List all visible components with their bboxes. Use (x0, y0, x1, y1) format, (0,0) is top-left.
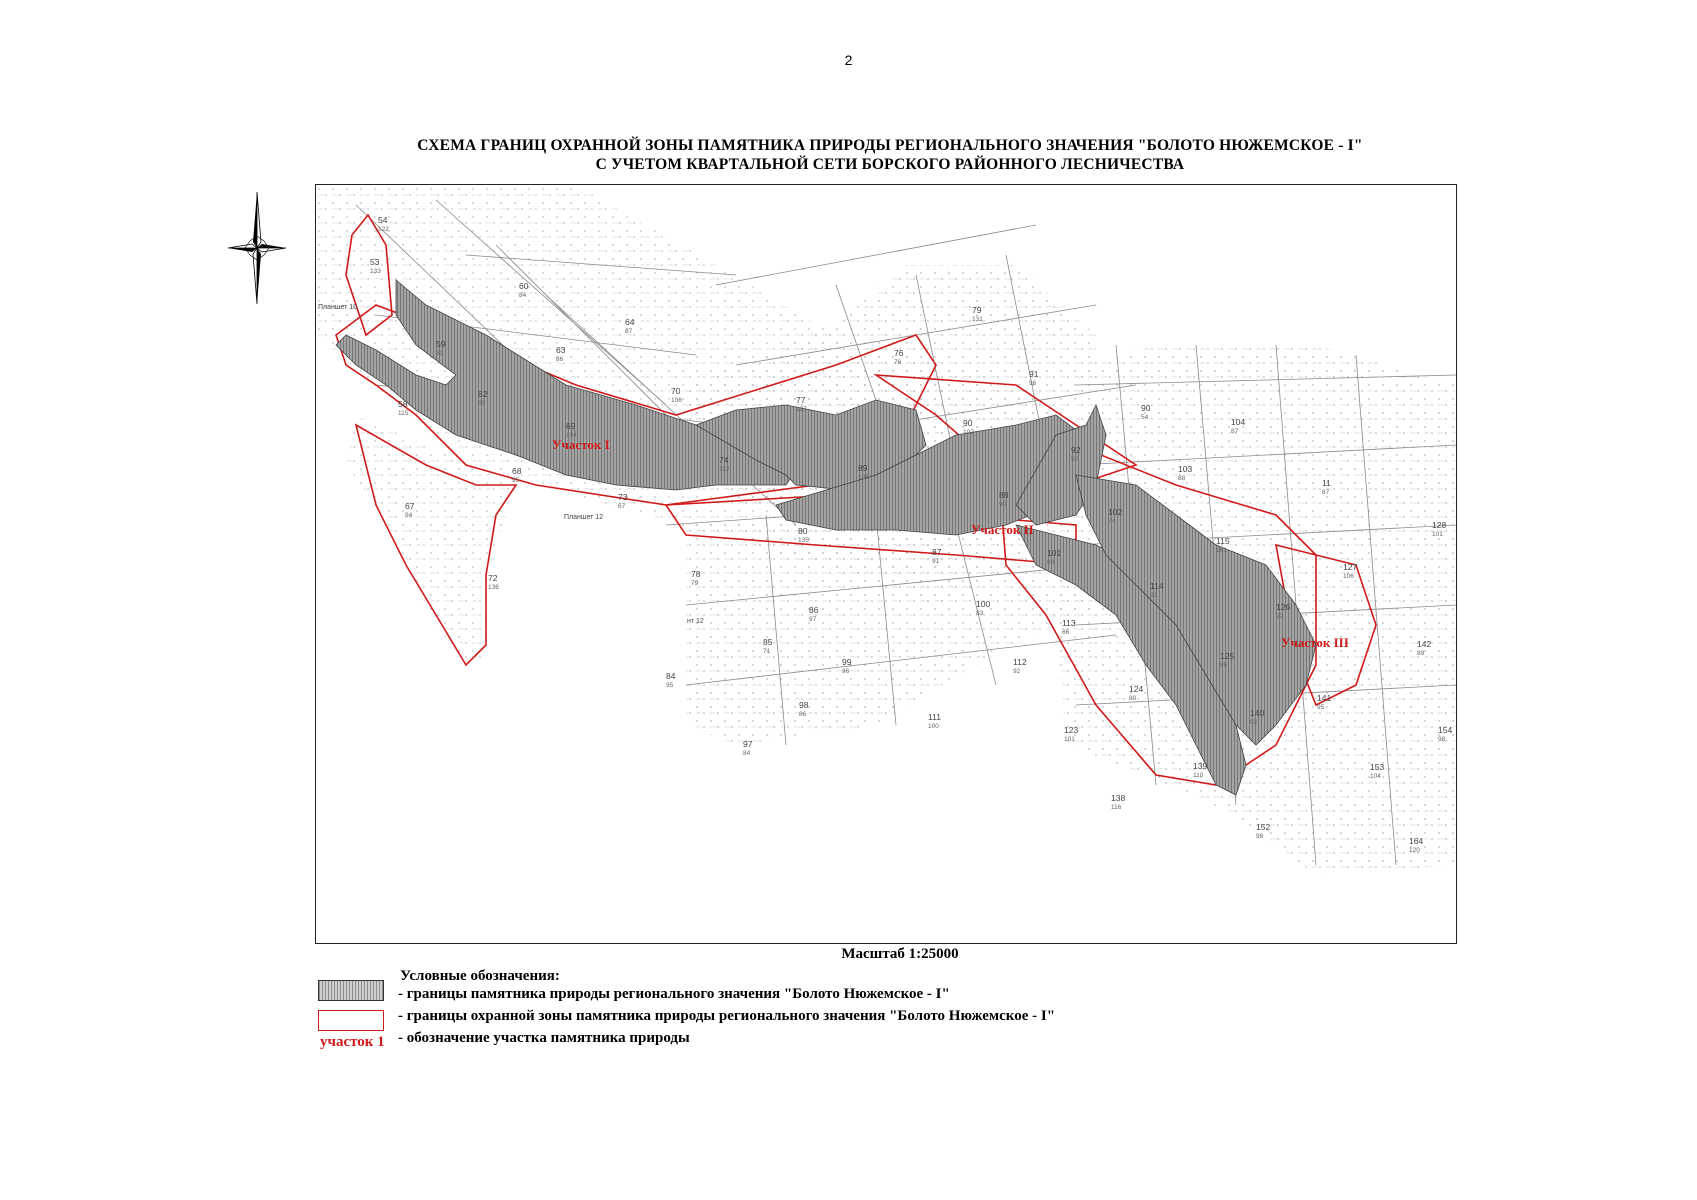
svg-text:90: 90 (999, 501, 1007, 508)
svg-text:92: 92 (1071, 456, 1079, 463)
svg-text:101: 101 (1064, 736, 1075, 743)
svg-text:140: 140 (1250, 708, 1265, 718)
svg-text:120: 120 (1409, 847, 1420, 854)
svg-text:142: 142 (1417, 639, 1432, 649)
legend-swatch-protection-zone (318, 1010, 384, 1031)
svg-text:92: 92 (1250, 719, 1258, 726)
svg-text:80: 80 (798, 526, 808, 536)
svg-text:76: 76 (894, 359, 902, 366)
svg-text:60: 60 (519, 281, 529, 291)
svg-text:100: 100 (976, 599, 991, 609)
svg-text:11: 11 (1322, 478, 1331, 488)
svg-text:71: 71 (763, 648, 771, 655)
svg-text:74: 74 (1108, 518, 1116, 525)
svg-text:87: 87 (932, 547, 942, 557)
map-frame[interactable] (315, 184, 1457, 944)
quarter-label (666, 671, 676, 689)
svg-text:69: 69 (566, 421, 576, 431)
quarter-label (719, 455, 730, 473)
svg-text:127: 127 (1343, 562, 1358, 572)
svg-text:67: 67 (618, 503, 626, 510)
svg-text:103: 103 (1178, 464, 1193, 474)
svg-text:62: 62 (478, 389, 488, 399)
svg-text:100: 100 (928, 723, 939, 730)
svg-text:138: 138 (1111, 793, 1126, 803)
svg-text:123: 123 (1064, 725, 1079, 735)
svg-text:106: 106 (671, 397, 682, 404)
svg-text:122: 122 (378, 226, 389, 233)
svg-text:76: 76 (894, 348, 904, 358)
svg-text:139: 139 (1193, 761, 1208, 771)
svg-text:58: 58 (398, 399, 408, 409)
sheet-label: Планшет 12 (564, 514, 604, 521)
svg-text:90: 90 (1141, 403, 1151, 413)
svg-text:86: 86 (809, 605, 819, 615)
svg-text:102: 102 (1108, 507, 1123, 517)
map-title-line-1: СХЕМА ГРАНИЦ ОХРАННОЙ ЗОНЫ ПАМЯТНИКА ПРИРОДЫ РЕГИОНАЛЬНОГО ЗНАЧЕНИЯ "БОЛОТО НЮЖЕМСКОЕ - I" (417, 137, 1363, 154)
svg-text:126: 126 (1276, 602, 1291, 612)
svg-text:114: 114 (1150, 581, 1164, 591)
svg-text:98: 98 (1256, 833, 1264, 840)
svg-text:97: 97 (809, 616, 817, 623)
svg-text:115: 115 (1216, 536, 1230, 546)
svg-text:104: 104 (1231, 417, 1246, 427)
plot-label-2: Участок II (971, 522, 1034, 537)
svg-text:54: 54 (1141, 414, 1149, 421)
svg-text:98: 98 (799, 700, 809, 710)
svg-text:85: 85 (1220, 662, 1228, 669)
quarter-label (743, 739, 753, 757)
svg-text:53: 53 (370, 257, 380, 267)
svg-text:112: 112 (719, 466, 730, 473)
page-number: 2 (844, 52, 853, 68)
svg-text:80: 80 (1129, 695, 1137, 702)
quarter-label (928, 712, 941, 730)
legend-item-plot-label: - обозначение участка памятника природы (398, 1030, 690, 1046)
svg-text:125: 125 (1220, 651, 1235, 661)
svg-text:68: 68 (512, 466, 522, 476)
svg-text:153: 153 (1370, 762, 1385, 772)
svg-text:152: 152 (1256, 822, 1271, 832)
svg-text:133: 133 (370, 268, 381, 275)
svg-text:105: 105 (858, 474, 869, 481)
svg-text:79: 79 (691, 580, 699, 587)
svg-text:110: 110 (1193, 772, 1204, 779)
svg-text:113: 113 (1062, 618, 1076, 628)
sheet-label: Планшет 10 (318, 304, 358, 311)
svg-text:164: 164 (1409, 836, 1424, 846)
svg-text:101: 101 (1432, 531, 1443, 538)
svg-text:63: 63 (556, 345, 566, 355)
svg-text:128: 128 (1432, 520, 1447, 530)
svg-text:90: 90 (963, 418, 973, 428)
svg-text:101: 101 (1047, 548, 1062, 558)
legend-swatch-plot-label: участок 1 (320, 1034, 385, 1050)
svg-text:135: 135 (798, 537, 809, 544)
quarter-label (1013, 657, 1027, 675)
svg-text:77: 77 (796, 395, 806, 405)
svg-text:112: 112 (1013, 657, 1027, 667)
svg-text:87: 87 (1322, 489, 1330, 496)
svg-text:99: 99 (842, 657, 852, 667)
svg-text:67: 67 (405, 501, 415, 511)
svg-text:64: 64 (625, 317, 635, 327)
svg-text:54: 54 (378, 215, 388, 225)
forest-quarter-map[interactable] (316, 185, 1456, 943)
svg-text:78: 78 (691, 569, 701, 579)
svg-text:154: 154 (1438, 725, 1453, 735)
svg-text:94: 94 (405, 512, 413, 519)
map-scale: Масштаб 1:25000 (841, 946, 959, 962)
svg-text:84: 84 (743, 750, 751, 757)
svg-text:106: 106 (1343, 573, 1354, 580)
svg-text:96: 96 (1029, 380, 1037, 387)
svg-text:84: 84 (519, 292, 527, 299)
quarter-label (1111, 793, 1125, 811)
quarter-label (398, 399, 409, 417)
svg-text:96: 96 (842, 668, 850, 675)
svg-text:72: 72 (488, 573, 498, 583)
svg-text:87: 87 (625, 328, 633, 335)
svg-text:95: 95 (1317, 704, 1325, 711)
svg-text:88: 88 (999, 490, 1009, 500)
svg-text:85: 85 (478, 400, 486, 407)
svg-text:91: 91 (1029, 369, 1039, 379)
svg-text:141: 141 (1317, 693, 1332, 703)
svg-text:66: 66 (1062, 629, 1070, 636)
svg-text:124: 124 (1129, 684, 1144, 694)
svg-text:91: 91 (932, 558, 940, 565)
svg-text:88: 88 (1178, 475, 1186, 482)
map-title (300, 136, 1480, 174)
svg-text:87: 87 (1231, 428, 1239, 435)
plot-label-3: Участок III (1281, 635, 1349, 650)
svg-text:92: 92 (1276, 613, 1284, 620)
svg-text:86: 86 (799, 711, 807, 718)
svg-text:95: 95 (512, 477, 520, 484)
svg-text:84: 84 (666, 671, 676, 681)
svg-text:92: 92 (1071, 445, 1081, 455)
svg-text:98: 98 (1438, 736, 1446, 743)
legend-item-monument: - границы памятника природы регионального значения "Болото Нюжемское - I" (398, 986, 950, 1002)
svg-text:102: 102 (963, 429, 974, 436)
svg-text:97: 97 (743, 739, 753, 749)
svg-text:73: 73 (618, 492, 628, 502)
svg-text:104: 104 (566, 432, 577, 439)
svg-text:131: 131 (972, 316, 983, 323)
svg-text:83: 83 (976, 610, 984, 617)
legend-item-protection-zone: - границы охранной зоны памятника природы регионального значения "Болото Нюжемское - I" (398, 1008, 1056, 1024)
svg-text:74: 74 (719, 455, 729, 465)
svg-text:70: 70 (671, 386, 681, 396)
sheet-label: нт 12 (687, 618, 704, 625)
svg-text:83: 83 (436, 350, 444, 357)
svg-text:89: 89 (1417, 650, 1425, 657)
svg-text:115: 115 (398, 410, 409, 417)
legend-swatch-monument (318, 980, 384, 1001)
svg-text:82: 82 (1150, 592, 1158, 599)
svg-text:111: 111 (928, 712, 941, 722)
svg-text:161: 161 (1216, 547, 1227, 554)
svg-text:85: 85 (763, 637, 773, 647)
svg-text:86: 86 (556, 356, 564, 363)
svg-text:89: 89 (858, 463, 868, 473)
svg-text:137: 137 (796, 406, 807, 413)
map-title-line-2: С УЧЕТОМ КВАРТАЛЬНОЙ СЕТИ БОРСКОГО РАЙОННОГО ЛЕСНИЧЕСТВА (595, 156, 1185, 173)
svg-text:89: 89 (1047, 559, 1055, 566)
svg-text:95: 95 (666, 682, 674, 689)
svg-text:136: 136 (488, 584, 499, 591)
quarter-label (488, 573, 499, 591)
svg-text:92: 92 (1013, 668, 1021, 675)
legend-title: Условные обозначения: (400, 968, 560, 984)
svg-text:116: 116 (1111, 804, 1122, 811)
north-arrow-icon (226, 190, 288, 306)
svg-text:59: 59 (436, 339, 446, 349)
plot-label-1: Участок I (552, 437, 610, 452)
svg-text:104: 104 (1370, 773, 1381, 780)
svg-text:79: 79 (972, 305, 982, 315)
